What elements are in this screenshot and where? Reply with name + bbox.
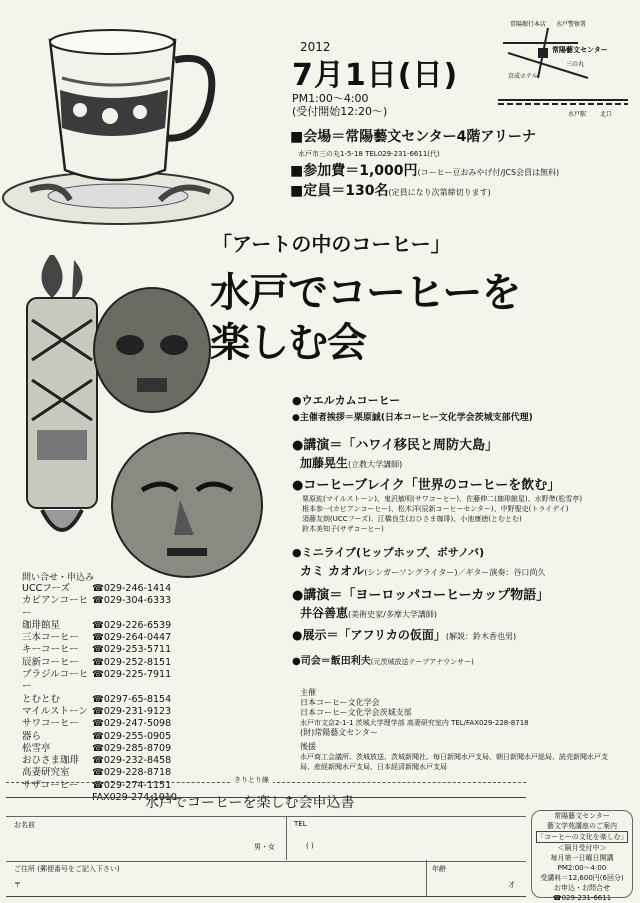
contact-tel: ☎029-225-7911 — [92, 669, 172, 681]
course-line: 藝文学苑講座のご案内 — [547, 822, 617, 830]
contact-tel: ☎029-304-6333 — [92, 595, 172, 607]
fee — [290, 160, 559, 180]
cut-line-label: きりとり線 — [230, 775, 273, 785]
age-field[interactable] — [432, 874, 502, 894]
program-lecture2: ●講演＝「ヨーロッパコーヒーカップ物語」 — [292, 588, 550, 603]
access-map — [488, 18, 636, 123]
contacts-title: 問い合せ・申込み — [22, 573, 95, 583]
capacity-value: ■定員＝130名 — [290, 183, 389, 199]
map-label-sannomaru: 三の丸 — [566, 61, 585, 68]
map-label-police: 水戸警察署 — [556, 21, 587, 28]
contact-tel: ☎029-246-1414 — [92, 583, 172, 594]
course-line: お申込・お問合せ — [554, 884, 610, 892]
program-greeting: ●主催者挨拶＝栗原誠(日本コーヒー文化学会茨城支部代理) — [292, 413, 533, 423]
address-label — [14, 864, 120, 874]
event-date: 7月1日(日) — [292, 58, 459, 93]
coffee-cup-illustration — [0, 20, 240, 230]
name-label: お名前 — [14, 821, 35, 829]
event-subtitle: 「アートの中のコーヒー」 — [212, 232, 451, 256]
venue: ■会場＝常陽藝文センター4階アリーナ — [290, 129, 536, 145]
contact-row — [22, 644, 177, 656]
course-line: ＜隔月受付中＞ — [557, 844, 607, 852]
organizer-line: (財)常陽藝文センター — [300, 728, 378, 737]
contact-row — [22, 595, 177, 620]
capacity-note: (定員になり次第締切ります) — [388, 188, 491, 197]
capacity — [290, 180, 491, 200]
age-unit: 才 — [508, 881, 515, 889]
contact-row — [22, 755, 177, 767]
contact-tel: ☎029-264-0447 — [92, 632, 172, 644]
supporters-list: 水戸商工会議所、茨城放送、茨城新聞社、毎日新聞水戸支局、朝日新聞水戸総局、読売新聞水戸支局、産経新聞水戸支局、日本経済新聞水戸支局 — [300, 753, 608, 771]
program-mc — [292, 652, 474, 667]
course-line: 受講料＝12,600円(6回分) — [540, 874, 624, 882]
map-label-hotel: 京成ホテル — [508, 73, 538, 80]
address-label-text: ご住所 — [14, 865, 35, 873]
fee-value: ■参加費＝1,000円 — [290, 163, 418, 179]
venue-address: 水戸市三の丸1-5-18 TEL029-231-6611(代) — [298, 150, 440, 158]
contact-tel: ☎029-252-8151 — [92, 656, 172, 668]
organizer-line: 日本コーヒー文化学会 — [300, 698, 380, 707]
tel-field[interactable]: ( ) — [306, 842, 314, 850]
contact-tel: ☎029-274-1151 — [92, 779, 172, 791]
contact-name: おひさま珈琲 — [22, 755, 80, 767]
contact-tel: ☎029-255-0905 — [92, 730, 172, 742]
contact-name: UCCフーズ — [22, 583, 70, 594]
contact-tel: ☎0297-65-8154 — [92, 693, 172, 705]
course-line: 常陽藝文センター — [554, 812, 610, 820]
contact-name: 三本コーヒー — [22, 632, 79, 644]
address-note: (郵便番号をご記入下さい) — [37, 865, 120, 873]
name-field[interactable] — [12, 828, 282, 858]
contact-name: とむとむ — [22, 693, 61, 705]
contact-name: 高妻研究室 — [22, 767, 70, 779]
contact-tel: ☎029-253-5711 — [92, 644, 172, 656]
form-divider — [426, 860, 427, 896]
contacts-list — [22, 583, 177, 804]
address-field[interactable] — [26, 874, 421, 894]
map-label-bank: 常陽銀行本店 — [510, 21, 547, 28]
contact-name: サワコーヒー — [22, 718, 79, 730]
fee-note: (コーヒー豆おみやげ付/JCS会員は無料) — [417, 168, 560, 177]
course-line: PM2:00～4:00 — [557, 864, 607, 872]
event-title-line2: 楽しむ会 — [210, 320, 366, 366]
organizer-line: 日本コーヒー文化学会茨城支部 — [300, 708, 412, 717]
program-exhibit — [292, 626, 516, 643]
contact-name: 器ら — [22, 730, 42, 742]
organizer-line: 水戸市文京2-1-1 茨城大学理学部 高妻研究室内 TEL/FAX029-228-8718 — [300, 719, 529, 727]
course-line: ☎029-231-6611 — [552, 894, 612, 902]
supporters-title: 後援 — [300, 742, 316, 751]
exhibit-title: ●展示＝「アフリカの仮面」 — [292, 628, 446, 642]
contact-name: キーコーヒー — [22, 644, 79, 656]
break-members — [302, 494, 582, 534]
contact-name: 辰新コーヒー — [22, 656, 79, 668]
contact-row — [22, 767, 177, 779]
mc-name: ●司会＝飯田利夫 — [292, 656, 371, 667]
contact-row — [22, 620, 177, 632]
event-title-line1: 水戸でコーヒーを — [210, 270, 521, 316]
live-note: (シンガーソングライター)／ギター演奏：谷口尚久 — [364, 568, 546, 577]
tel-label: TEL — [294, 820, 307, 828]
contact-name: サザコーヒー — [22, 779, 79, 791]
contact-name: ブラジルコーヒー — [22, 669, 89, 693]
course-line: 「コーヒーの文化を楽しむ」 — [537, 833, 628, 841]
event-title — [210, 268, 520, 368]
contact-tel: ☎029-228-8718 — [92, 767, 172, 779]
event-reception: (受付開始12:20～) — [292, 105, 388, 118]
lecture2-speaker — [300, 604, 437, 621]
program-welcome: ●ウエルカムコーヒー — [292, 394, 401, 407]
form-title: 水戸でコーヒーを楽しむ会申込書 — [145, 795, 355, 811]
contact-name: 珈琲館星 — [22, 619, 61, 631]
mc-note: (元茨城放送テーブアナウンサー) — [370, 658, 474, 666]
break-members-line: 栗原紘(マイルストーン)、鬼沢敏明(サワコーヒー)、佐藤伸二(珈琲館星)、水野準(松雪亭) — [302, 495, 583, 503]
contact-row — [22, 718, 177, 730]
application-form — [6, 797, 526, 897]
contact-row — [22, 706, 177, 718]
lecture2-speaker-name: 井谷善恵 — [300, 606, 349, 620]
contact-tel: ☎029-232-8458 — [92, 755, 172, 767]
program-lecture1: ●講演＝「ハワイ移民と周防大島」 — [292, 438, 498, 453]
exhibit-note: (解説：鈴木香也男) — [445, 632, 517, 641]
live-performer-name: カミ カオル — [300, 564, 365, 578]
break-members-line: 須藤友朗(UCCフーズ)、江橋良生(おひさま珈琲)、小池康徳(とむとむ) — [302, 515, 522, 523]
contact-tel: FAX029-274-1010 — [92, 792, 177, 804]
postal-mark: 〒 — [14, 881, 21, 889]
age-label: 年齢 — [432, 865, 446, 873]
contact-tel: ☎029-226-6539 — [92, 619, 172, 631]
contact-row — [22, 743, 177, 755]
organizers-title: 主催 — [300, 688, 316, 697]
form-divider — [286, 816, 287, 860]
map-label-station: 水戸駅 — [568, 111, 587, 118]
lecture1-affiliation: (立教大学講師) — [348, 460, 403, 469]
gender-select[interactable]: 男・女 — [254, 843, 275, 851]
contact-tel: ☎029-231-9123 — [92, 705, 172, 717]
event-time-range: PM1:00～4:00 — [292, 92, 369, 105]
event-year: 2012 — [300, 40, 331, 54]
contact-row — [22, 583, 177, 595]
course-line: 毎月第一日曜日開講 — [550, 854, 614, 862]
live-performer — [300, 562, 545, 579]
lecture1-speaker-name: 加藤晃生 — [300, 456, 349, 470]
contact-name: カビアンコーヒー — [22, 595, 89, 619]
map-label-exit: 北口 — [600, 111, 613, 118]
supporters — [300, 742, 620, 772]
contact-row — [22, 657, 177, 669]
course-info-box — [531, 810, 633, 902]
program-break: ●コーヒーブレイク「世界のコーヒーを飲む」 — [292, 478, 561, 493]
contact-row — [22, 694, 177, 706]
contact-tel: ☎029-247-5098 — [92, 718, 172, 730]
lecture1-speaker — [300, 454, 402, 471]
contact-tel: ☎029-285-8709 — [92, 742, 172, 754]
contact-row — [22, 731, 177, 743]
contact-name: 松雪亭 — [22, 742, 51, 754]
organizers — [300, 688, 529, 738]
contact-name: マイルストーン — [22, 705, 88, 717]
program-live: ●ミニライブ(ヒップホップ、ボサノバ) — [292, 546, 485, 559]
contact-row — [22, 669, 177, 694]
event-time — [292, 92, 387, 118]
contact-row — [22, 632, 177, 644]
lecture2-affiliation: (美術史家/多摩大学講師) — [348, 610, 437, 619]
map-label-center: 常陽藝文センター — [552, 46, 608, 54]
break-members-line: 鈴木美知子(サザコーヒー) — [302, 525, 384, 533]
break-members-line: 根本参一(カビアンコーヒー)、松木洋(辰新コーヒーセンター)、中野聖史(トライデイ) — [302, 505, 569, 513]
